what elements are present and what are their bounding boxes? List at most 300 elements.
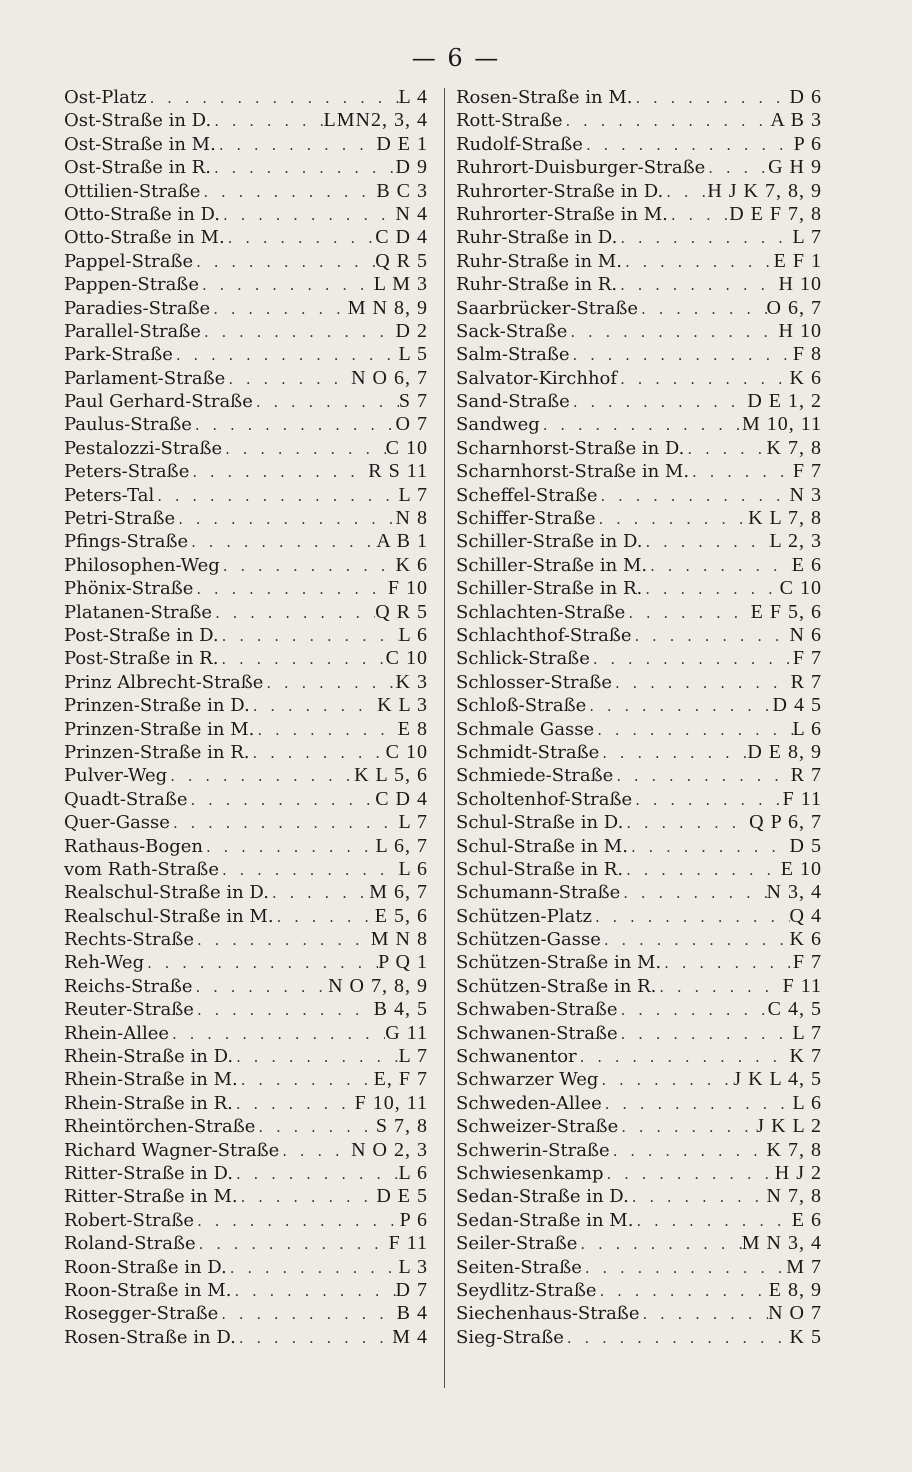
dot-leader <box>623 861 781 879</box>
street-entry <box>456 1279 824 1302</box>
street-entry <box>456 951 824 974</box>
street-name: Schiller-Straße in M. <box>456 554 648 576</box>
grid-reference: E 8, 9 <box>768 1278 822 1301</box>
dot-leader <box>570 393 747 411</box>
street-entry <box>456 413 824 436</box>
dot-leader <box>219 861 399 879</box>
dot-leader <box>147 89 399 107</box>
street-name: Reh-Weg <box>64 952 145 974</box>
grid-reference: F 7 <box>792 951 822 974</box>
street-entry <box>456 390 824 413</box>
street-name: Rott-Straße <box>456 110 563 132</box>
dot-leader <box>638 300 767 318</box>
grid-reference: S 7, 8 <box>375 1115 428 1138</box>
dot-leader <box>231 1282 395 1300</box>
street-name: Otto-Straße in D. <box>64 203 221 225</box>
grid-reference: C 10 <box>385 740 428 763</box>
grid-reference: S 7 <box>398 390 428 413</box>
dot-leader <box>570 346 793 364</box>
grid-reference: N 6 <box>789 623 822 646</box>
street-name: Ost-Straße in D. <box>64 110 212 132</box>
grid-reference: N 3, 4 <box>766 881 822 904</box>
street-entry <box>64 905 430 928</box>
dot-leader <box>193 580 387 598</box>
dot-leader <box>612 674 791 692</box>
street-name: Sandweg <box>456 414 540 436</box>
street-name: Schlachthof-Straße <box>456 624 632 646</box>
street-entry <box>456 1092 824 1115</box>
street-name: Rosegger-Straße <box>64 1303 219 1325</box>
street-index-left-column <box>64 86 430 1349</box>
grid-reference: E 10 <box>780 857 822 880</box>
street-name: Ruhrort-Duisburger-Straße <box>456 157 706 179</box>
street-name: Quadt-Straße <box>64 788 188 810</box>
dot-leader <box>625 604 750 622</box>
grid-reference: B 4 <box>396 1302 428 1325</box>
street-entry <box>456 1115 824 1138</box>
street-entry <box>64 273 430 296</box>
street-name: Petri-Straße <box>64 508 176 530</box>
street-name: Salm-Straße <box>456 344 570 366</box>
dot-leader <box>189 463 368 481</box>
street-entry <box>456 320 824 343</box>
street-name: Schul-Straße in M. <box>456 835 628 857</box>
dot-leader <box>563 112 771 130</box>
dot-leader <box>632 627 790 645</box>
dot-leader <box>263 674 395 692</box>
street-name: Rhein-Straße in R. <box>64 1092 233 1114</box>
dot-leader <box>220 206 396 224</box>
street-name: Schul-Straße in D. <box>456 812 624 834</box>
street-entry <box>456 694 824 717</box>
street-name: Schiller-Straße in R. <box>456 578 643 600</box>
grid-reference: C 4, 5 <box>767 998 822 1021</box>
street-name: vom Rath-Straße <box>64 858 219 880</box>
street-entry <box>64 694 430 717</box>
street-name: Schul-Straße in R. <box>456 858 624 880</box>
street-entry <box>64 413 430 436</box>
grid-reference: L 6, 7 <box>375 834 428 857</box>
street-entry <box>64 367 430 390</box>
street-name: Ost-Straße in R. <box>64 157 211 179</box>
street-name: Rosen-Straße in M. <box>456 87 633 108</box>
street-name: Prinzen-Straße in R. <box>64 741 250 763</box>
dot-leader <box>602 1095 793 1113</box>
street-entry <box>64 180 430 203</box>
street-name: Seydlitz-Straße <box>456 1279 597 1301</box>
street-name: Schwanentor <box>456 1046 577 1068</box>
dot-leader <box>225 229 376 247</box>
grid-reference: E F 1 <box>773 249 822 272</box>
street-name: Ruhr-Straße in R. <box>456 274 618 296</box>
street-entry <box>456 530 824 553</box>
street-name: Schmale Gasse <box>456 718 595 740</box>
street-name: Reuter-Straße <box>64 999 194 1021</box>
dot-leader <box>255 1118 375 1136</box>
street-name: Parlament-Straße <box>64 367 226 389</box>
grid-reference: N 8 <box>395 507 428 530</box>
dot-leader <box>212 604 375 622</box>
grid-reference: F 10, 11 <box>354 1091 428 1114</box>
street-name: Schlick-Straße <box>456 648 590 670</box>
dot-leader <box>583 136 794 154</box>
page-number: — 6 — <box>411 44 501 72</box>
grid-reference: R S 11 <box>368 460 428 483</box>
street-entry <box>64 1279 430 1302</box>
street-entry <box>64 788 430 811</box>
dot-leader <box>238 1071 374 1089</box>
street-name: Parallel-Straße <box>64 320 201 342</box>
grid-reference: F 11 <box>782 787 822 810</box>
dot-leader <box>193 253 375 271</box>
street-entry <box>64 1115 430 1138</box>
street-name: Pfings-Straße <box>64 531 189 553</box>
street-name: Post-Straße in D. <box>64 624 219 646</box>
street-entry <box>64 647 430 670</box>
grid-reference: E 8 <box>397 717 428 740</box>
dot-leader <box>200 183 376 201</box>
grid-reference: C D 4 <box>375 226 428 249</box>
grid-reference: M N 8 <box>370 928 428 951</box>
street-name: Schützen-Straße in M. <box>456 952 662 974</box>
grid-reference: D E 5 <box>376 1185 428 1208</box>
grid-reference: J K L 2 <box>756 1115 822 1138</box>
grid-reference: N O 7, 8, 9 <box>328 974 428 997</box>
street-entry <box>456 741 824 764</box>
street-entry <box>64 507 430 530</box>
street-entry <box>456 905 824 928</box>
street-entry <box>64 1326 430 1349</box>
street-name: Seiler-Straße <box>456 1233 578 1255</box>
dot-leader <box>668 206 729 224</box>
dot-leader <box>175 510 395 528</box>
grid-reference: N O 2, 3 <box>351 1138 428 1161</box>
street-entry <box>64 1045 430 1068</box>
dot-leader <box>610 1142 767 1160</box>
street-name: Platanen-Straße <box>64 601 213 623</box>
grid-reference: M 10, 11 <box>741 413 822 436</box>
street-entry <box>64 975 430 998</box>
street-entry <box>456 1232 824 1255</box>
street-entry <box>64 250 430 273</box>
grid-reference: K L 3 <box>377 694 428 717</box>
grid-reference: F 7 <box>792 647 822 670</box>
grid-reference: L 6 <box>398 1161 428 1184</box>
grid-reference: K 6 <box>789 366 822 389</box>
dot-leader <box>613 767 790 785</box>
grid-reference: M N 3, 4 <box>741 1232 822 1255</box>
grid-reference: D E 8, 9 <box>747 740 822 763</box>
street-name: Pappen-Straße <box>64 274 199 296</box>
dot-leader <box>192 416 396 434</box>
street-entry <box>64 928 430 951</box>
dot-leader <box>279 1142 351 1160</box>
street-entry <box>456 1162 824 1185</box>
street-name: Rechts-Straße <box>64 929 195 951</box>
street-name: Otto-Straße in M. <box>64 227 225 249</box>
grid-reference: L 7 <box>398 483 428 506</box>
street-entry <box>456 226 824 249</box>
street-entry <box>456 975 824 998</box>
grid-reference: K 6 <box>395 553 428 576</box>
grid-reference: H 10 <box>778 319 822 342</box>
dot-leader <box>222 440 386 458</box>
grid-reference: K L 7, 8 <box>748 507 822 530</box>
street-name: Schützen-Straße in R. <box>456 975 657 997</box>
street-name: Schiffer-Straße <box>456 508 596 530</box>
dot-leader <box>216 136 376 154</box>
street-name: Ottilien-Straße <box>64 180 201 202</box>
dot-leader <box>188 533 376 551</box>
street-entry <box>456 577 824 600</box>
street-name: Richard Wagner-Straße <box>64 1139 280 1161</box>
grid-reference: K L 5, 6 <box>354 764 428 787</box>
dot-leader <box>598 487 790 505</box>
street-entry <box>64 156 430 179</box>
street-entry <box>456 1045 824 1068</box>
dot-leader <box>617 276 778 294</box>
dot-leader <box>684 440 766 458</box>
street-entry <box>456 297 824 320</box>
dot-leader <box>236 1329 392 1347</box>
dot-leader <box>618 1118 756 1136</box>
grid-reference: N O 6, 7 <box>351 366 428 389</box>
street-entry <box>456 460 824 483</box>
dot-leader <box>567 323 778 341</box>
dot-leader <box>250 697 377 715</box>
street-name: Ost-Straße in M. <box>64 133 216 155</box>
grid-reference: H 10 <box>778 273 822 296</box>
dot-leader <box>253 393 399 411</box>
street-name: Saarbrücker-Straße <box>456 297 639 319</box>
street-entry <box>64 390 430 413</box>
grid-reference: D E F 7, 8 <box>729 202 822 225</box>
dot-leader <box>586 697 772 715</box>
dot-leader <box>218 1305 396 1323</box>
dot-leader <box>254 721 397 739</box>
grid-reference: F 10 <box>387 577 428 600</box>
grid-reference: F 11 <box>782 974 822 997</box>
street-entry <box>456 718 824 741</box>
dot-leader <box>663 183 707 201</box>
street-entry <box>64 1209 430 1232</box>
street-entry <box>456 273 824 296</box>
grid-reference: K 6 <box>789 928 822 951</box>
dot-leader <box>564 1329 790 1347</box>
grid-reference: G 11 <box>385 1021 428 1044</box>
street-name: Robert-Straße <box>64 1209 195 1231</box>
dot-leader <box>219 627 399 645</box>
grid-reference: F 8 <box>792 343 822 366</box>
street-name: Ruhr-Straße in M. <box>456 250 622 272</box>
street-name: Schweden-Allee <box>456 1092 602 1114</box>
grid-reference: G H 9 <box>768 156 822 179</box>
dot-leader <box>210 300 348 318</box>
dot-leader <box>632 791 782 809</box>
street-name: Sand-Straße <box>456 391 570 413</box>
grid-reference: N O 7 <box>768 1302 822 1325</box>
grid-reference: Q 4 <box>789 904 822 927</box>
street-name: Prinzen-Straße in D. <box>64 695 250 717</box>
grid-reference: L 2, 3 <box>769 530 822 553</box>
grid-reference: C D 4 <box>375 787 428 810</box>
dot-leader <box>656 978 782 996</box>
street-name: Pappel-Straße <box>64 250 194 272</box>
street-name: Rheintörchen-Straße <box>64 1116 256 1138</box>
dot-leader <box>623 814 749 832</box>
street-entry <box>64 624 430 647</box>
street-entry <box>456 484 824 507</box>
street-entry <box>64 671 430 694</box>
street-entry <box>64 1022 430 1045</box>
street-entry <box>64 881 430 904</box>
grid-reference: R 7 <box>790 670 822 693</box>
dot-leader <box>577 1048 790 1066</box>
grid-reference: L 7 <box>792 226 822 249</box>
street-name: Realschul-Straße in D. <box>64 882 269 904</box>
street-entry <box>64 998 430 1021</box>
street-name: Schiller-Straße in D. <box>456 531 643 553</box>
street-name: Schwaben-Straße <box>456 999 618 1021</box>
street-name: Ruhrorter-Straße in D. <box>456 180 664 202</box>
street-name: Schweizer-Straße <box>456 1116 619 1138</box>
street-entry <box>64 203 430 226</box>
street-name: Rathaus-Bogen <box>64 835 203 857</box>
dot-leader <box>194 931 371 949</box>
street-entry <box>64 718 430 741</box>
street-entry <box>64 1068 430 1091</box>
street-name: Reichs-Straße <box>64 975 193 997</box>
street-name: Rhein-Allee <box>64 1022 170 1044</box>
street-entry <box>64 858 430 881</box>
street-name: Schloß-Straße <box>456 695 587 717</box>
street-name: Schumann-Straße <box>456 882 621 904</box>
street-name: Realschul-Straße in M. <box>64 905 274 927</box>
street-entry <box>456 109 824 132</box>
dot-leader <box>590 650 793 668</box>
street-entry <box>456 624 824 647</box>
dot-leader <box>169 1025 385 1043</box>
street-name: Paul Gerhard-Straße <box>64 391 253 413</box>
street-entry <box>456 601 824 624</box>
street-name: Scharnhorst-Straße in M. <box>456 461 690 483</box>
street-entry <box>456 86 824 109</box>
grid-reference: L 7 <box>398 811 428 834</box>
dot-leader <box>188 791 376 809</box>
grid-reference: M 7 <box>786 1255 822 1278</box>
grid-reference: J K L 4, 5 <box>733 1068 822 1091</box>
street-name: Paulus-Straße <box>64 414 192 436</box>
street-entry <box>456 133 824 156</box>
dot-leader <box>592 908 790 926</box>
street-entry <box>64 226 430 249</box>
grid-reference: D 9 <box>395 156 428 179</box>
grid-reference: P 6 <box>793 132 822 155</box>
grid-reference: N 7, 8 <box>766 1185 822 1208</box>
dot-leader <box>233 1048 398 1066</box>
street-name: Schützen-Gasse <box>456 929 601 951</box>
dot-leader <box>225 370 351 388</box>
dot-leader <box>154 487 398 505</box>
street-entry <box>64 554 430 577</box>
dot-leader <box>203 838 376 856</box>
street-name: Ost-Platz <box>64 87 147 108</box>
street-name: Park-Straße <box>64 344 173 366</box>
street-name: Schmiede-Straße <box>456 765 614 787</box>
street-name: Ruhrorter-Straße in M. <box>456 203 668 225</box>
street-entry <box>64 1185 430 1208</box>
dot-leader <box>199 276 374 294</box>
street-name: Pestalozzi-Straße <box>64 437 223 459</box>
street-entry <box>456 507 824 530</box>
grid-reference: Q R 5 <box>375 249 428 272</box>
grid-reference: C 10 <box>385 436 428 459</box>
grid-reference: O 6, 7 <box>766 296 822 319</box>
dot-leader <box>269 884 369 902</box>
street-entry <box>456 881 824 904</box>
dot-leader <box>577 1235 741 1253</box>
street-entry <box>64 320 430 343</box>
dot-leader <box>597 1282 769 1300</box>
street-name: Scheffel-Straße <box>456 484 598 506</box>
dot-leader <box>196 1235 389 1253</box>
grid-reference: N 3 <box>789 483 822 506</box>
street-name: Schlachten-Straße <box>456 601 626 623</box>
dot-leader <box>194 1212 400 1230</box>
dot-leader <box>193 978 329 996</box>
dot-leader <box>540 416 742 434</box>
street-entry <box>456 928 824 951</box>
street-name: Peters-Straße <box>64 461 190 483</box>
street-entry <box>456 250 824 273</box>
street-entry <box>64 437 430 460</box>
dot-leader <box>220 557 396 575</box>
grid-reference: L 7 <box>398 1045 428 1068</box>
grid-reference: M N 8, 9 <box>347 296 428 319</box>
grid-reference: LMN2, 3, 4 <box>323 109 428 132</box>
street-name: Paradies-Straße <box>64 297 211 319</box>
grid-reference: K 7, 8 <box>766 436 822 459</box>
dot-leader <box>598 1071 733 1089</box>
grid-reference: L 5 <box>398 343 428 366</box>
dot-leader <box>274 908 375 926</box>
street-name: Schwarzer Weg <box>456 1069 599 1091</box>
grid-reference: K 7, 8 <box>766 1138 822 1161</box>
grid-reference: K 3 <box>395 670 428 693</box>
street-name: Sedan-Straße in M. <box>456 1209 634 1231</box>
dot-leader <box>620 884 766 902</box>
grid-reference: B 4, 5 <box>373 998 428 1021</box>
dot-leader <box>617 229 792 247</box>
street-name: Peters-Tal <box>64 484 155 506</box>
street-name: Ritter-Straße in M. <box>64 1186 238 1208</box>
grid-reference: C 10 <box>779 577 822 600</box>
street-entry <box>64 1162 430 1185</box>
dot-leader <box>144 954 378 972</box>
street-name: Schwiesenkamp <box>456 1162 604 1184</box>
grid-reference: E F 5, 6 <box>750 600 822 623</box>
street-name: Philosophen-Weg <box>64 554 220 576</box>
dot-leader <box>201 323 396 341</box>
dot-leader <box>211 159 396 177</box>
street-entry <box>456 1256 824 1279</box>
street-entry <box>456 858 824 881</box>
grid-reference: L 6 <box>398 857 428 880</box>
street-entry <box>456 156 824 179</box>
street-name: Schwanen-Straße <box>456 1022 618 1044</box>
street-entry <box>64 343 430 366</box>
street-entry <box>456 203 824 226</box>
